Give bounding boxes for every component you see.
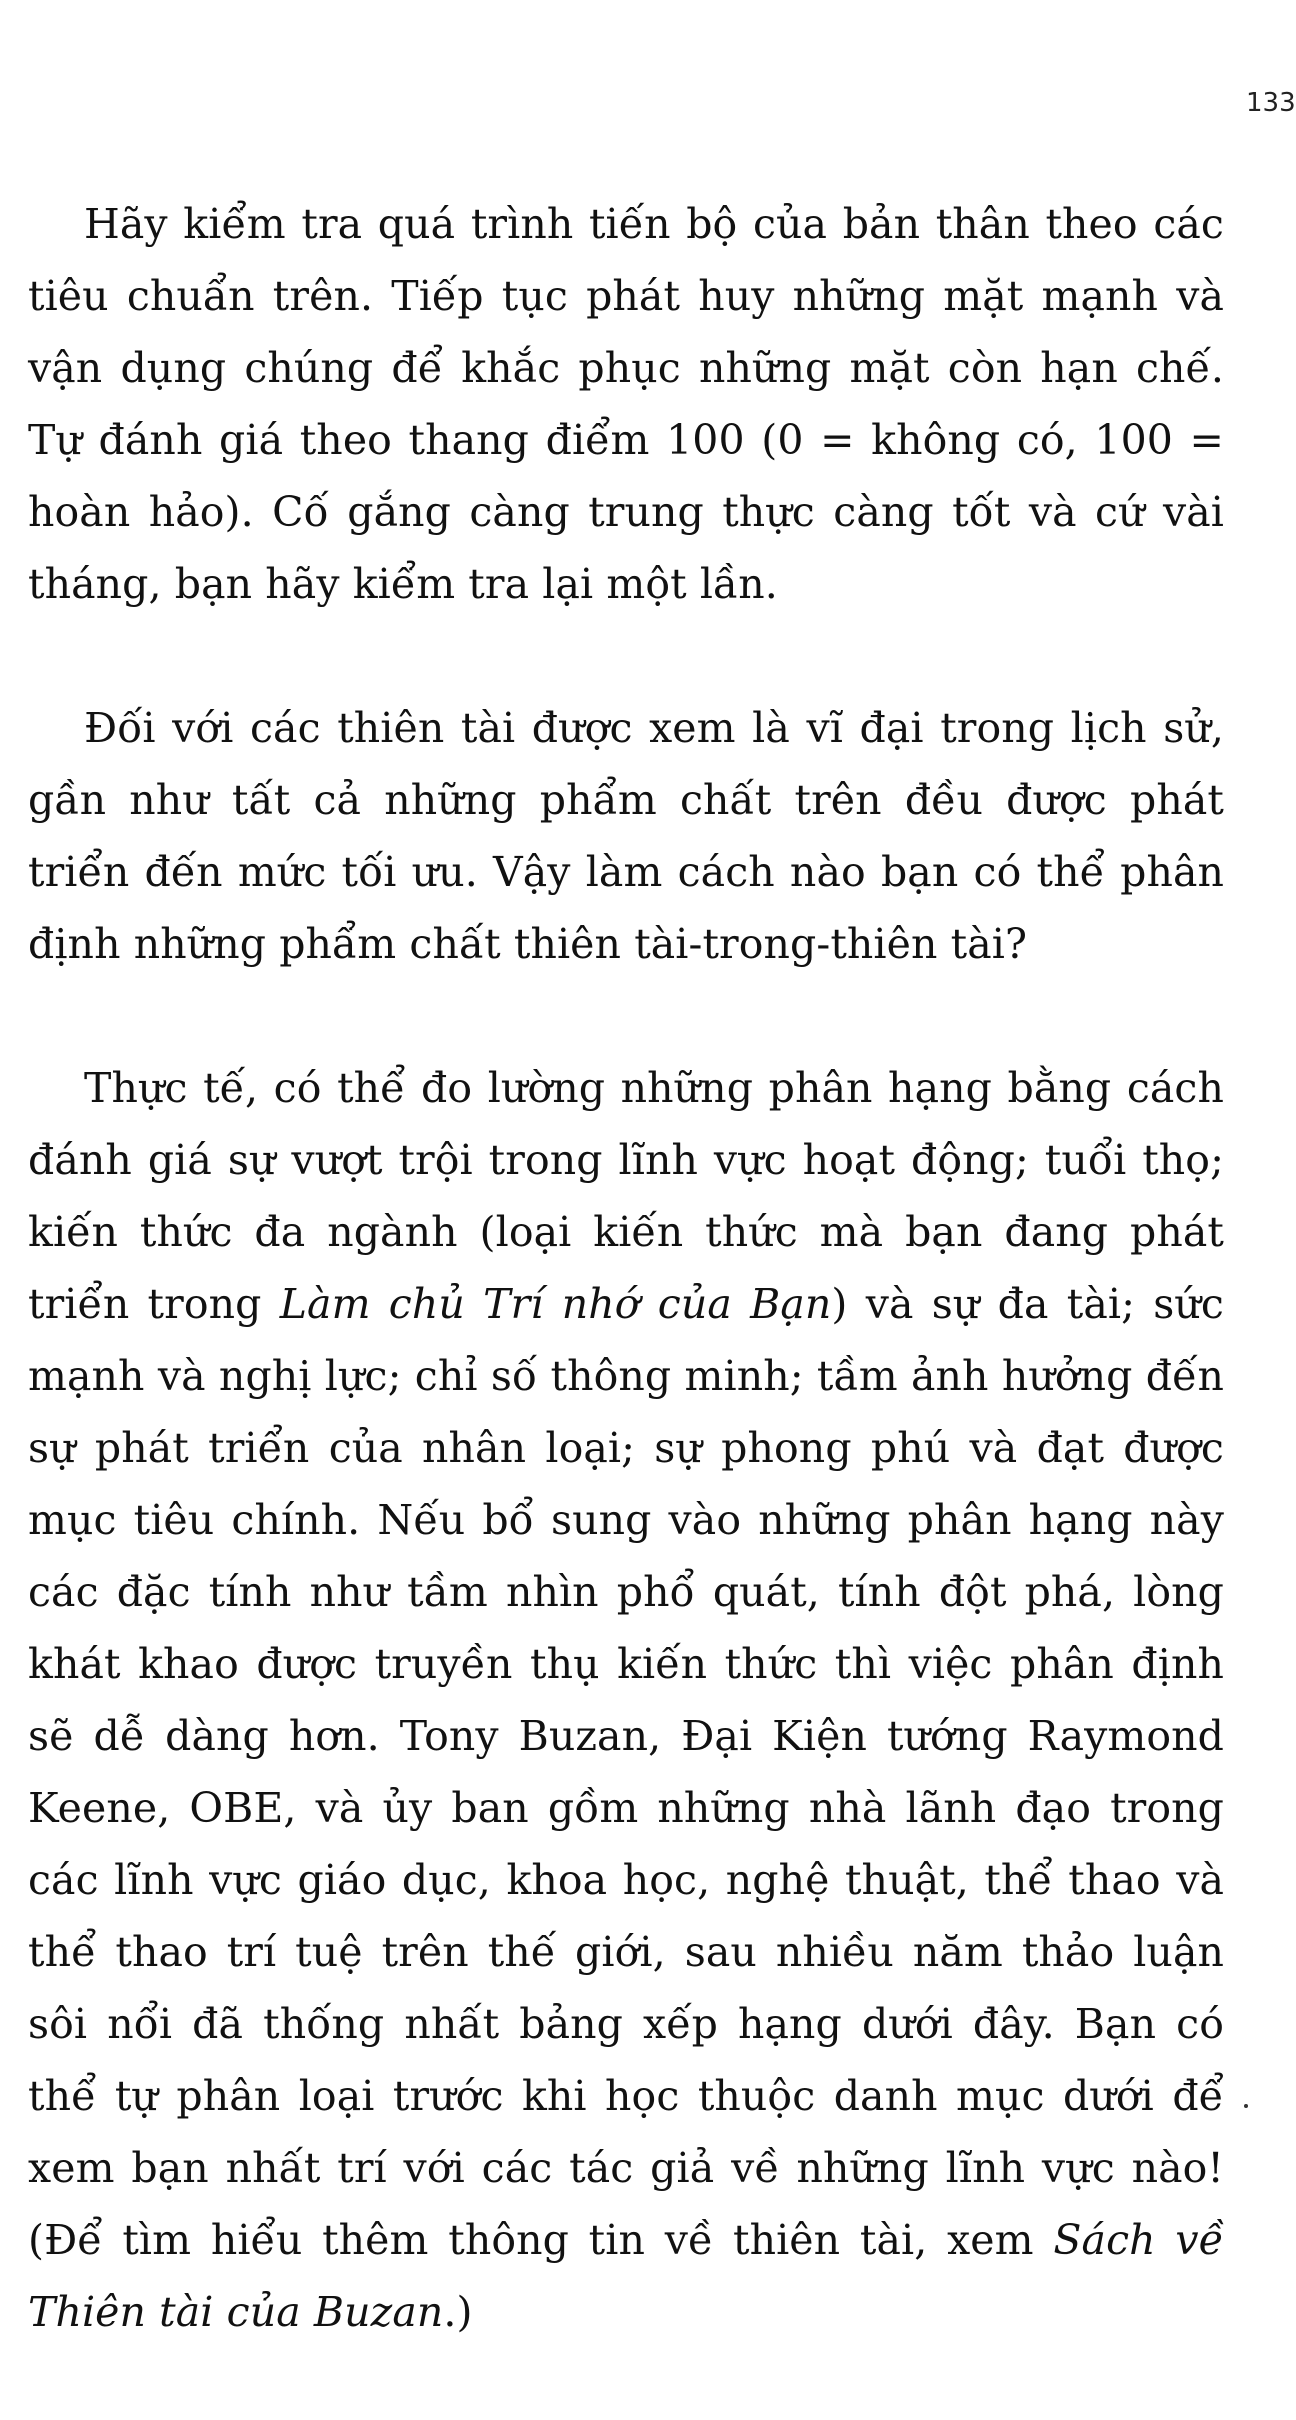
margin-mark bbox=[1244, 2104, 1248, 2108]
paragraph-text: ) và sự đa tài; sức mạnh và nghị lực; chỉ số thông minh; tầm ảnh hưởng đến sự phát triển của nhân loại; sự phong phú và đạt được mục tiêu chính. Nếu bổ sung vào những phân hạng này các đặc tính như tầm nhìn phổ quát, tính đột phá, lòng khát khao được truyền thụ kiến thức thì việc phân định sẽ dễ dàng hơn. Tony Buzan, Đại Kiện tướng Raymond Keene, OBE, và ủy ban gồm những nhà lãnh đạo trong các lĩnh vực giáo dục, khoa học, nghệ thuật, thể thao và thể thao trí tuệ trên thế giới, sau nhiều năm thảo luận sôi nổi đã thống nhất bảng xếp hạng dưới đây. Bạn có thể tự phân loại trước khi học thuộc danh mục dưới để xem bạn nhất trí với các tác giả về những lĩnh vực nào! (Để tìm hiểu thêm thông tin về thiên tài, xem bbox=[28, 1280, 1224, 2264]
paragraph-text: Đối với các thiên tài được xem là vĩ đại trong lịch sử, gần như tất cả những phẩm chất trên đều được phát triển đến mức tối ưu. Vậy làm cách nào bạn có thể phân định những phẩm chất thiên tài-trong-thiên tài? bbox=[28, 704, 1224, 968]
paragraph-text: Thực tế, có thể đo lường những phân hạng bằng cách đánh giá sự vượt trội trong lĩnh vực hoạt động; tuổi thọ; kiến thức đa ngành (loại kiến thức mà bạn đang phát triển trong bbox=[28, 1064, 1224, 1328]
page-number: 133 bbox=[1246, 88, 1296, 118]
body-text bbox=[28, 188, 1224, 2420]
book-title-italic: Sách về Thiên tài của Buzan bbox=[28, 2216, 1224, 2336]
paragraph-text: .) bbox=[443, 2288, 473, 2336]
paragraph-3 bbox=[28, 1052, 1224, 2348]
paragraph-1 bbox=[28, 188, 1224, 620]
paragraph-2 bbox=[28, 692, 1224, 980]
book-title-italic: Làm chủ Trí nhớ của Bạn bbox=[279, 1280, 832, 1328]
paragraph-text: Hãy kiểm tra quá trình tiến bộ của bản thân theo các tiêu chuẩn trên. Tiếp tục phát huy những mặt mạnh và vận dụng chúng để khắc phục những mặt còn hạn chế. Tự đánh giá theo thang điểm 100 (0 = không có, 100 = hoàn hảo). Cố gắng càng trung thực càng tốt và cứ vài tháng, bạn hãy kiểm tra lại một lần. bbox=[28, 200, 1224, 608]
